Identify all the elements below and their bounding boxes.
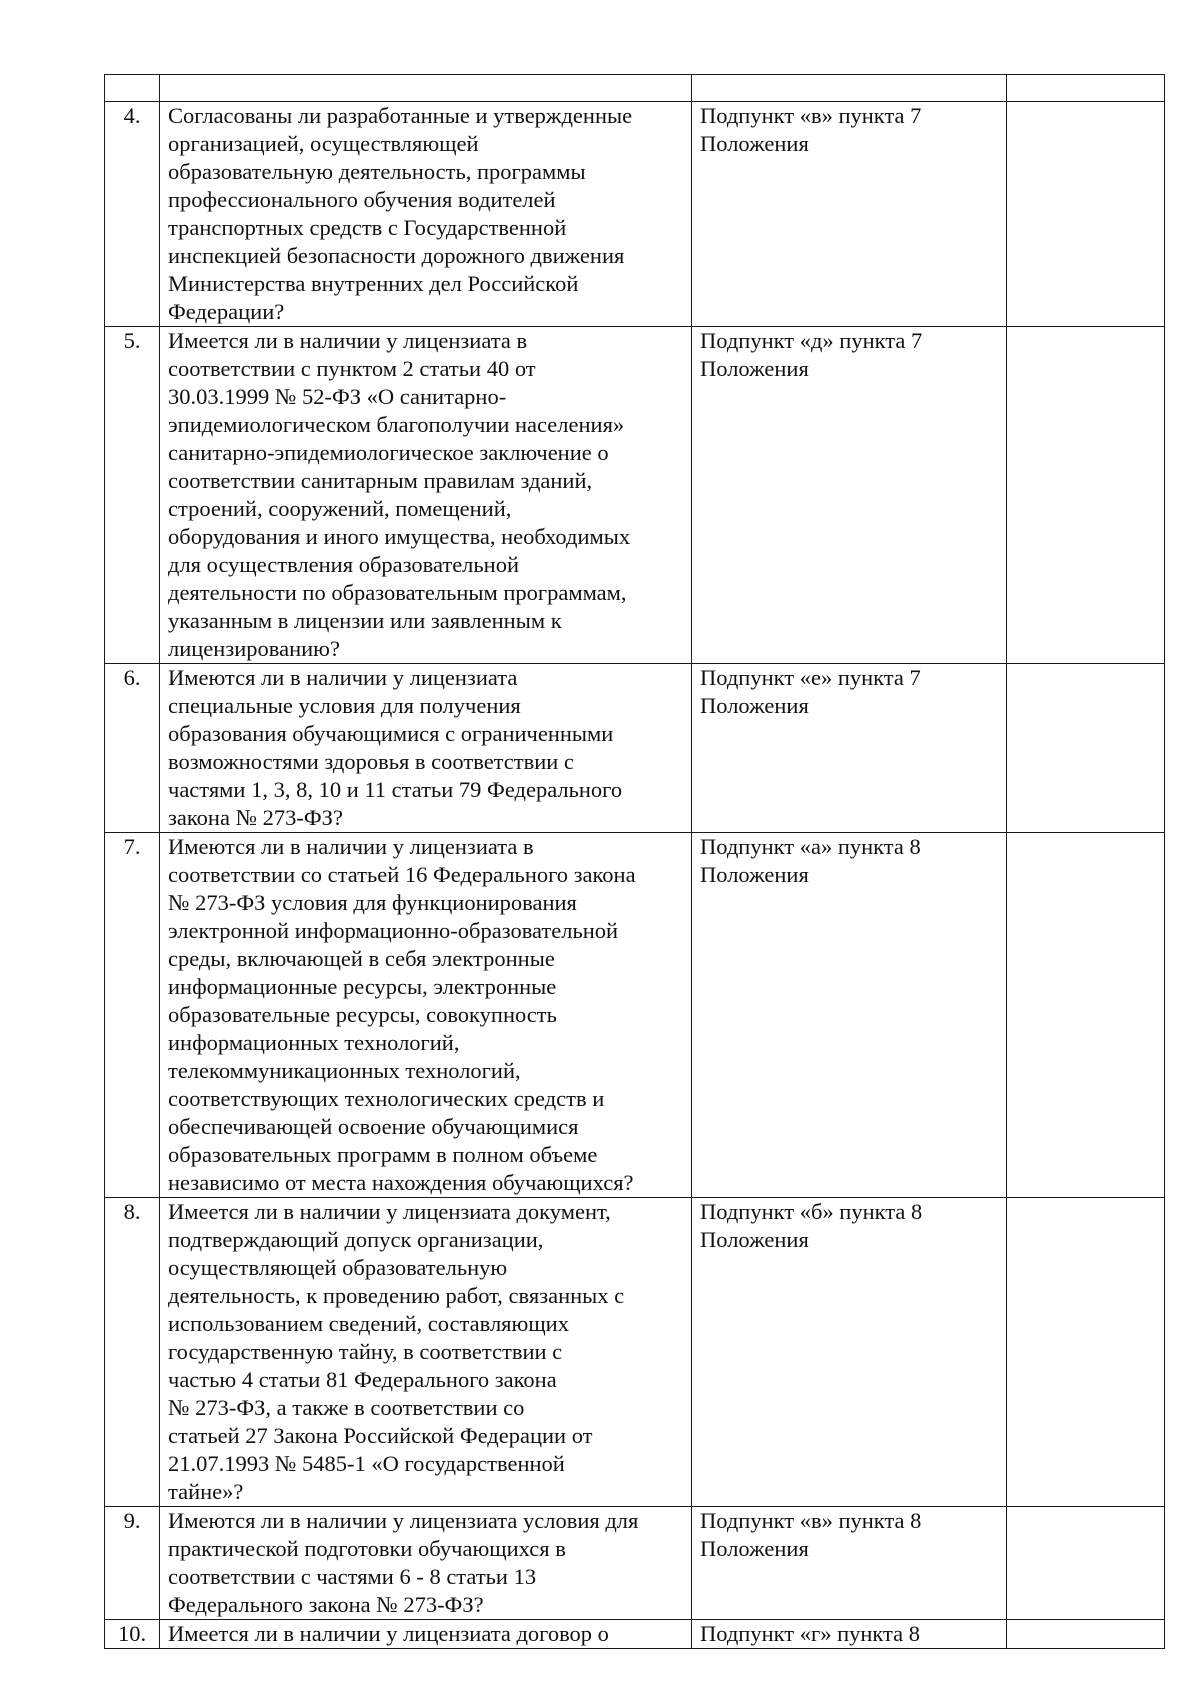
question-text: Имеется ли в наличии у лицензиата договор о <box>160 1620 692 1649</box>
empty-cell <box>105 75 160 102</box>
question-text: Имеются ли в наличии у лицензиата в соответствии со статьей 16 Федерального закона № 273-ФЗ условия для функционирования электронной информационно-образовательной среды, включающей в себя электронные информационные ресурсы, электронные образовательные ресурсы, совокупность информационных технологий, телекоммуникационных технологий, соответствующих технологических средств и обеспечивающей освоение обучающимися образовательных программ в полном объеме независимо от места нахождения обучающихся? <box>160 833 692 1198</box>
answer-cell <box>1007 1198 1165 1507</box>
table-row <box>105 1620 1165 1649</box>
question-text: Имеется ли в наличии у лицензиата документ, подтверждающий допуск организации, осуществляющей образовательную деятельность, к проведению работ, связанных с использованием сведений, составляющих государственную тайну, в соответствии с частью 4 статьи 81 Федерального закона № 273-ФЗ, а также в соответствии со статьей 27 Закона Российской Федерации от 21.07.1993 № 5485-1 «О государственной тайне»? <box>160 1198 692 1507</box>
question-text: Имеются ли в наличии у лицензиата условия для практической подготовки обучающихся в соответствии с частями 6 - 8 статьи 13 Федерального закона № 273-ФЗ? <box>160 1507 692 1620</box>
table-row <box>105 664 1165 833</box>
row-number: 9. <box>105 1507 160 1620</box>
requirement-reference: Подпункт «д» пункта 7 Положения <box>692 327 1007 664</box>
table-row <box>105 1507 1165 1620</box>
row-number: 7. <box>105 833 160 1198</box>
row-number: 8. <box>105 1198 160 1507</box>
header-row-empty <box>105 75 1165 102</box>
empty-cell <box>1007 75 1165 102</box>
requirement-reference: Подпункт «а» пункта 8 Положения <box>692 833 1007 1198</box>
row-number: 5. <box>105 327 160 664</box>
table-row <box>105 833 1165 1198</box>
table-row <box>105 327 1165 664</box>
answer-cell <box>1007 833 1165 1198</box>
answer-cell <box>1007 1620 1165 1649</box>
requirement-reference: Подпункт «в» пункта 8 Положения <box>692 1507 1007 1620</box>
requirement-reference: Подпункт «е» пункта 7 Положения <box>692 664 1007 833</box>
table-row <box>105 1198 1165 1507</box>
requirement-reference: Подпункт «г» пункта 8 <box>692 1620 1007 1649</box>
row-number: 10. <box>105 1620 160 1649</box>
question-text: Согласованы ли разработанные и утвержденные организацией, осуществляющей образовательную деятельность, программы профессионального обучения водителей транспортных средств с Государственной инспекцией безопасности дорожного движения Министерства внутренних дел Российской Федерации? <box>160 102 692 327</box>
table-row <box>105 102 1165 327</box>
answer-cell <box>1007 102 1165 327</box>
answer-cell <box>1007 664 1165 833</box>
question-text: Имеются ли в наличии у лицензиата специальные условия для получения образования обучающимися с ограниченными возможностями здоровья в соответствии с частями 1, 3, 8, 10 и 11 статьи 79 Федерального закона № 273-ФЗ? <box>160 664 692 833</box>
row-number: 6. <box>105 664 160 833</box>
answer-cell <box>1007 327 1165 664</box>
checklist-table <box>104 74 1165 1649</box>
row-number: 4. <box>105 102 160 327</box>
empty-cell <box>692 75 1007 102</box>
answer-cell <box>1007 1507 1165 1620</box>
requirement-reference: Подпункт «б» пункта 8 Положения <box>692 1198 1007 1507</box>
requirement-reference: Подпункт «в» пункта 7 Положения <box>692 102 1007 327</box>
question-text: Имеется ли в наличии у лицензиата в соответствии с пунктом 2 статьи 40 от 30.03.1999 № 52-ФЗ «О санитарно- эпидемиологическом благополучии населения» санитарно-эпидемиологическое заключение о соответствии санитарным правилам зданий, строений, сооружений, помещений, оборудования и иного имущества, необходимых для осуществления образовательной деятельности по образовательным программам, указанным в лицензии или заявленным к лицензированию? <box>160 327 692 664</box>
empty-cell <box>160 75 692 102</box>
